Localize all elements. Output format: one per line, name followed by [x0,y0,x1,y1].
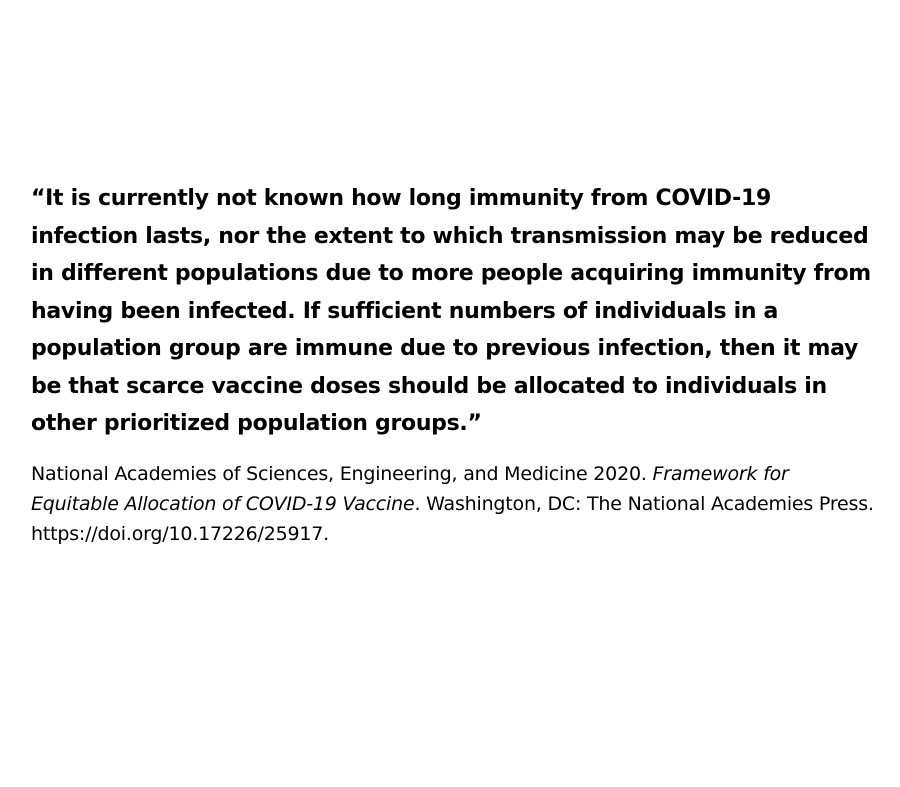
citation-title: Framework for Equitable Allocation of COVID-19 Vaccine [31,463,789,515]
quote-text: “It is currently not known how long immunity from COVID-19 infection lasts, nor the extent to which transmission may be reduced in different populations due to more people acquiring immunity from having been infected. If sufficient numbers of individuals in a population group are immune due to previous infection, then it may be that scarce vaccine doses should be allocated to individuals in other prioritized population groups.” [31,186,871,436]
citation-authors-year: National Academies of Sciences, Engineering, and Medicine 2020. [31,463,653,485]
citation-publisher: . Washington, DC: The National Academies Press. https://doi.org/10.17226/25917. [31,493,874,545]
citation [31,459,881,549]
